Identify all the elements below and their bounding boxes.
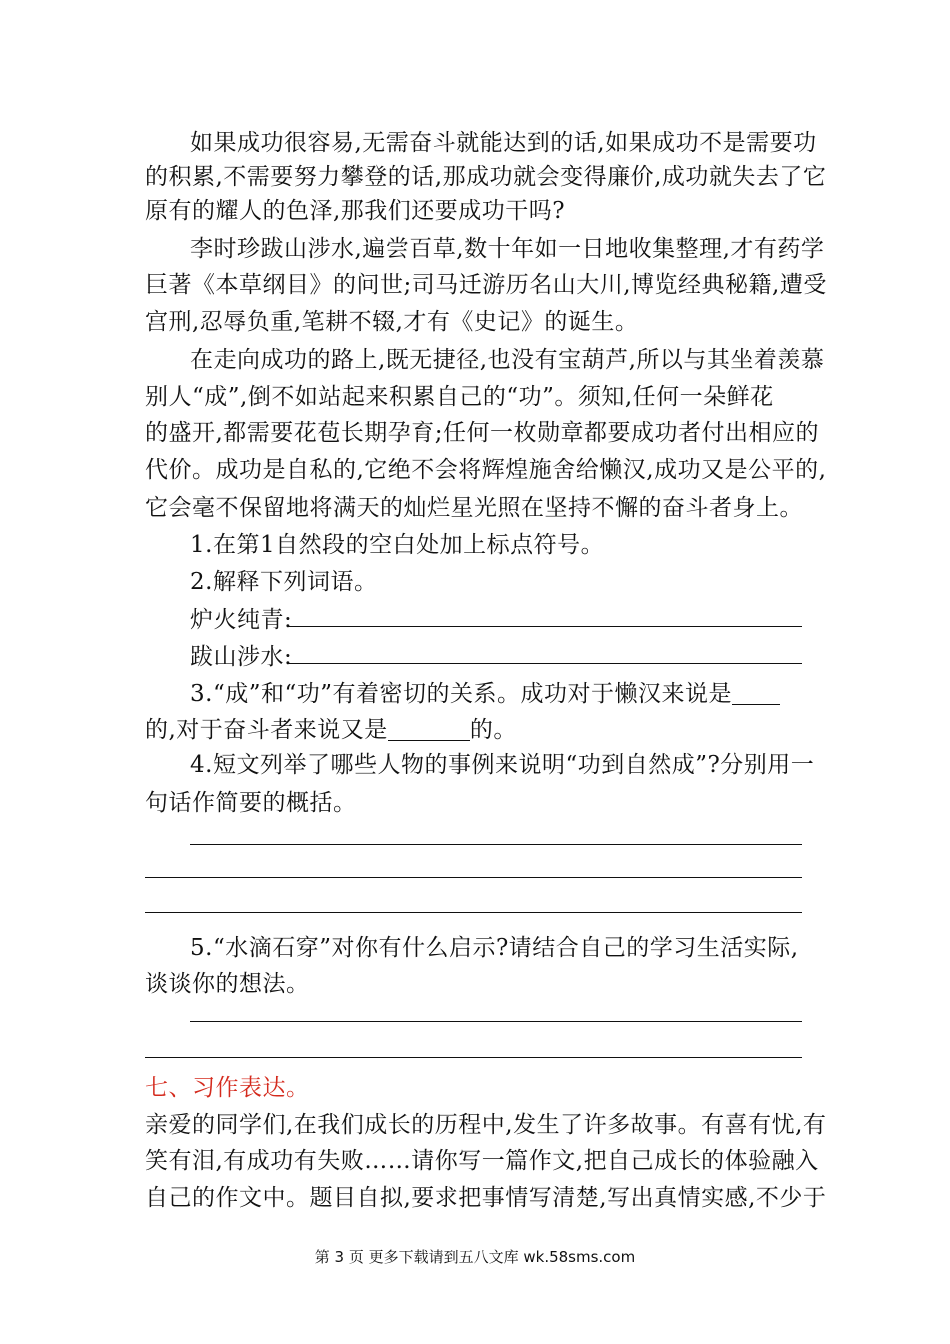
- question-4-line: 4.短文列举了哪些人物的事例来说明“功到自然成”?分别用一: [190, 752, 815, 778]
- passage-p3-line: 的盛开,都需要花苞长期孕育;任何一枚勋章都要成功者付出相应的: [145, 420, 820, 446]
- question-2-term-2: 跋山涉水:: [190, 644, 293, 670]
- question-4-line: 句话作简要的概括。: [145, 790, 357, 816]
- question-3-text: 3.“成”和“功”有着密切的关系。成功对于懒汉来说是: [190, 681, 732, 707]
- answer-line[interactable]: [145, 1057, 802, 1058]
- passage-p2-line: 宫刑,忍辱负重,笔耕不辍,才有《史记》的诞生。: [145, 309, 639, 335]
- question-5-line: 5.“水滴石穿”对你有什么启示?请结合自己的学习生活实际,: [190, 935, 799, 961]
- passage-p3-line: 在走向成功的路上,既无捷径,也没有宝葫芦,所以与其坐着羡慕: [190, 347, 825, 373]
- passage-p1-line: 如果成功很容易,无需奋斗就能达到的话,如果成功不是需要功: [190, 130, 817, 156]
- question-2: 2.解释下列词语。: [190, 569, 378, 595]
- fill-in-blank[interactable]: [388, 716, 470, 741]
- section-7-line: 笑有泪,有成功有失败……请你写一篇作文,把自己成长的体验融入: [145, 1148, 819, 1174]
- answer-line[interactable]: [190, 844, 802, 845]
- section-heading: 七、习作表达。: [145, 1075, 310, 1101]
- section-7-line: 自己的作文中。题目自拟,要求把事情写清楚,写出真情实感,不少于: [145, 1185, 827, 1211]
- question-3-text: 的。: [469, 717, 517, 743]
- passage-p1-line: 的积累,不需要努力攀登的话,那成功就会变得廉价,成功就失去了它: [145, 164, 827, 190]
- question-5-line: 谈谈你的想法。: [145, 971, 310, 997]
- answer-line[interactable]: [288, 663, 802, 664]
- page-footer: 第 3 页 更多下载请到五八文库 wk.58sms.com: [314, 1248, 636, 1266]
- passage-p3-line: 它会毫不保留地将满天的灿烂星光照在坚持不懈的奋斗者身上。: [145, 495, 803, 521]
- section-7-line: 亲爱的同学们,在我们成长的历程中,发生了许多故事。有喜有忧,有: [145, 1112, 827, 1138]
- question-3-line: [145, 711, 810, 749]
- question-2-term-1: 炉火纯青:: [190, 607, 293, 633]
- answer-line[interactable]: [145, 912, 802, 913]
- passage-p2-line: 巨著《本草纲目》的问世;司马迁游历名山大川,博览经典秘籍,遭受: [145, 272, 827, 298]
- answer-line[interactable]: [288, 626, 802, 627]
- fill-in-blank[interactable]: [732, 680, 780, 705]
- answer-line[interactable]: [190, 1021, 802, 1022]
- answer-line[interactable]: [145, 877, 802, 878]
- passage-p3-line: 别人“成”,倒不如站起来积累自己的“功”。须知,任何一朵鲜花: [145, 384, 774, 410]
- passage-p3-line: 代价。成功是自私的,它绝不会将辉煌施舍给懒汉,成功又是公平的,: [145, 457, 827, 483]
- passage-p1-line: 原有的耀人的色泽,那我们还要成功干吗?: [145, 198, 566, 224]
- passage-p2-line: 李时珍跋山涉水,遍尝百草,数十年如一日地收集整理,才有药学: [190, 236, 825, 262]
- question-1: 1.在第1自然段的空白处加上标点符号。: [190, 532, 605, 558]
- question-3-line: [190, 675, 810, 713]
- question-3-text: 的,对于奋斗者来说又是: [145, 717, 388, 743]
